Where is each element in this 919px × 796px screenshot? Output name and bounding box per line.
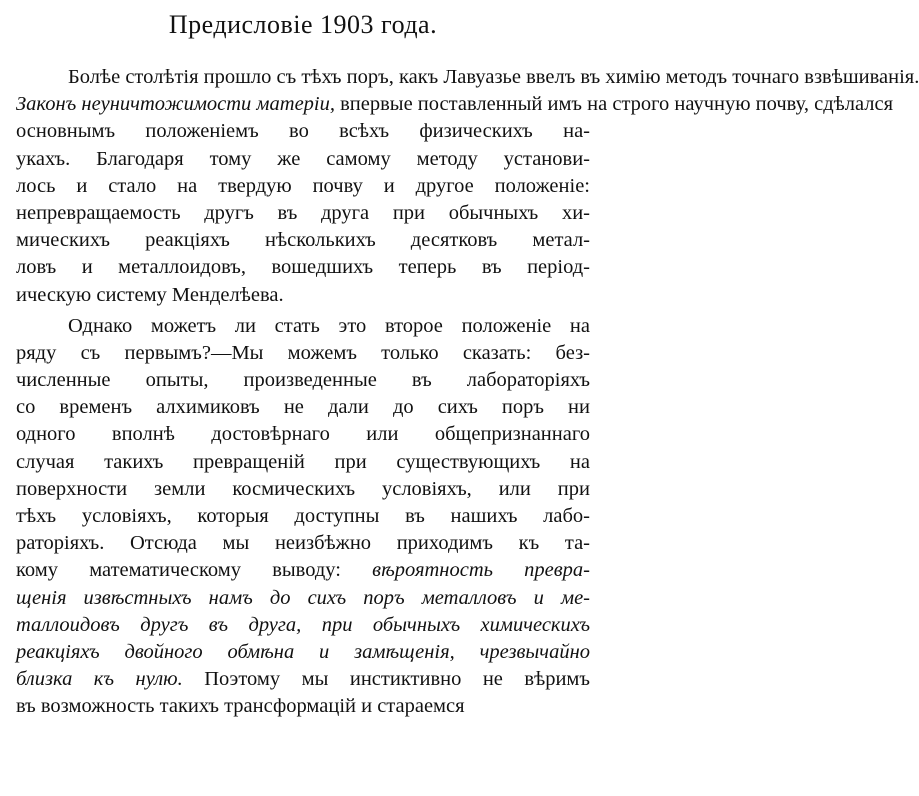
italic-text: вѣроятность превра-	[372, 559, 590, 582]
text-segment: тѣхъ условіяхъ, которыя доступны въ нашихъ лабо-	[16, 505, 590, 527]
text-line	[16, 254, 590, 281]
italic-text: близка къ нулю.	[16, 668, 183, 691]
text-segment: со временъ алхимиковъ не дали до сихъ поръ ни	[16, 396, 590, 419]
text-segment: укахъ. Благодаря тому же самому методу установи-	[16, 147, 590, 170]
text-line	[16, 693, 590, 720]
text-segment: въ возможность такихъ трансформацій и стараемся	[16, 695, 465, 718]
text-line	[16, 313, 590, 340]
text-segment: численные опыты, произведенные въ лабораторіяхъ	[16, 369, 590, 392]
text-segment: ряду съ первымъ?—Мы можемъ только сказать: без-	[16, 341, 590, 364]
text-segment: ическую систему Менделѣева.	[16, 283, 284, 306]
text-line	[16, 227, 590, 254]
text-line	[16, 118, 590, 145]
italic-text: таллоидовъ другъ въ друга, при обычныхъ химическихъ	[16, 613, 590, 636]
text-segment: Болѣе столѣтія прошло съ тѣхъ поръ, какъ Лавуазье ввелъ въ химію методъ точнаго взвѣшиванія.	[68, 66, 919, 88]
text-line	[16, 421, 590, 448]
text-line	[16, 146, 590, 173]
paragraph	[16, 64, 919, 309]
text-line	[16, 64, 919, 91]
italic-text: щенія извѣстныхъ намъ до сихъ поръ металловъ и ме-	[16, 586, 590, 609]
text-line	[16, 530, 590, 557]
text-line	[16, 639, 590, 666]
text-segment: впервые поставленный имъ на строго научную почву, сдѣлался	[335, 93, 894, 116]
text-line	[16, 91, 894, 118]
text-line	[16, 612, 590, 639]
page-title: Предисловіе 1903 года.	[168, 10, 438, 39]
body-text	[16, 64, 919, 721]
text-segment: непревращаемость другъ въ друга при обычныхъ хи-	[16, 201, 590, 224]
text-line	[16, 200, 590, 227]
text-line	[16, 449, 590, 476]
text-segment: кому математическому выводу:	[16, 559, 373, 582]
text-segment: случая такихъ превращеній при существующихъ на	[16, 450, 590, 473]
text-line	[16, 476, 590, 503]
text-segment: мическихъ реакціяхъ нѣсколькихъ десятковъ метал-	[16, 229, 590, 252]
text-line	[16, 282, 590, 309]
text-segment: раторіяхъ. Отсюда мы неизбѣжно приходимъ къ та-	[16, 532, 590, 555]
text-line	[16, 173, 590, 200]
text-segment: одного вполнѣ достовѣрнаго или общепризнаннаго	[16, 423, 590, 446]
text-segment: поверхности земли космическихъ условіяхъ, или при	[16, 477, 590, 500]
text-line	[16, 503, 590, 530]
text-segment: основнымъ положеніемъ во всѣхъ физическихъ на-	[16, 120, 590, 143]
text-segment	[455, 641, 480, 663]
text-segment: ловъ и металлоидовъ, вошедшихъ теперь въ період-	[16, 256, 590, 279]
text-line	[16, 340, 590, 367]
text-segment: Однако можетъ ли стать это второе положеніе на	[68, 314, 590, 337]
italic-text: чрезвычайно	[479, 640, 590, 663]
text-segment: лось и стало на твердую почву и другое положеніе:	[16, 174, 590, 197]
text-line	[16, 666, 590, 693]
text-line	[16, 394, 590, 421]
italic-text: реакціяхъ двойного обмѣна и замѣщенія,	[16, 640, 455, 663]
text-line	[16, 367, 590, 394]
text-line	[16, 557, 590, 584]
text-segment: Поэтому мы инстиктивно не вѣримъ	[182, 668, 590, 691]
italic-text: Законъ неуничтожимости матеріи,	[16, 93, 335, 116]
text-line	[16, 585, 590, 612]
paragraph	[16, 313, 590, 721]
